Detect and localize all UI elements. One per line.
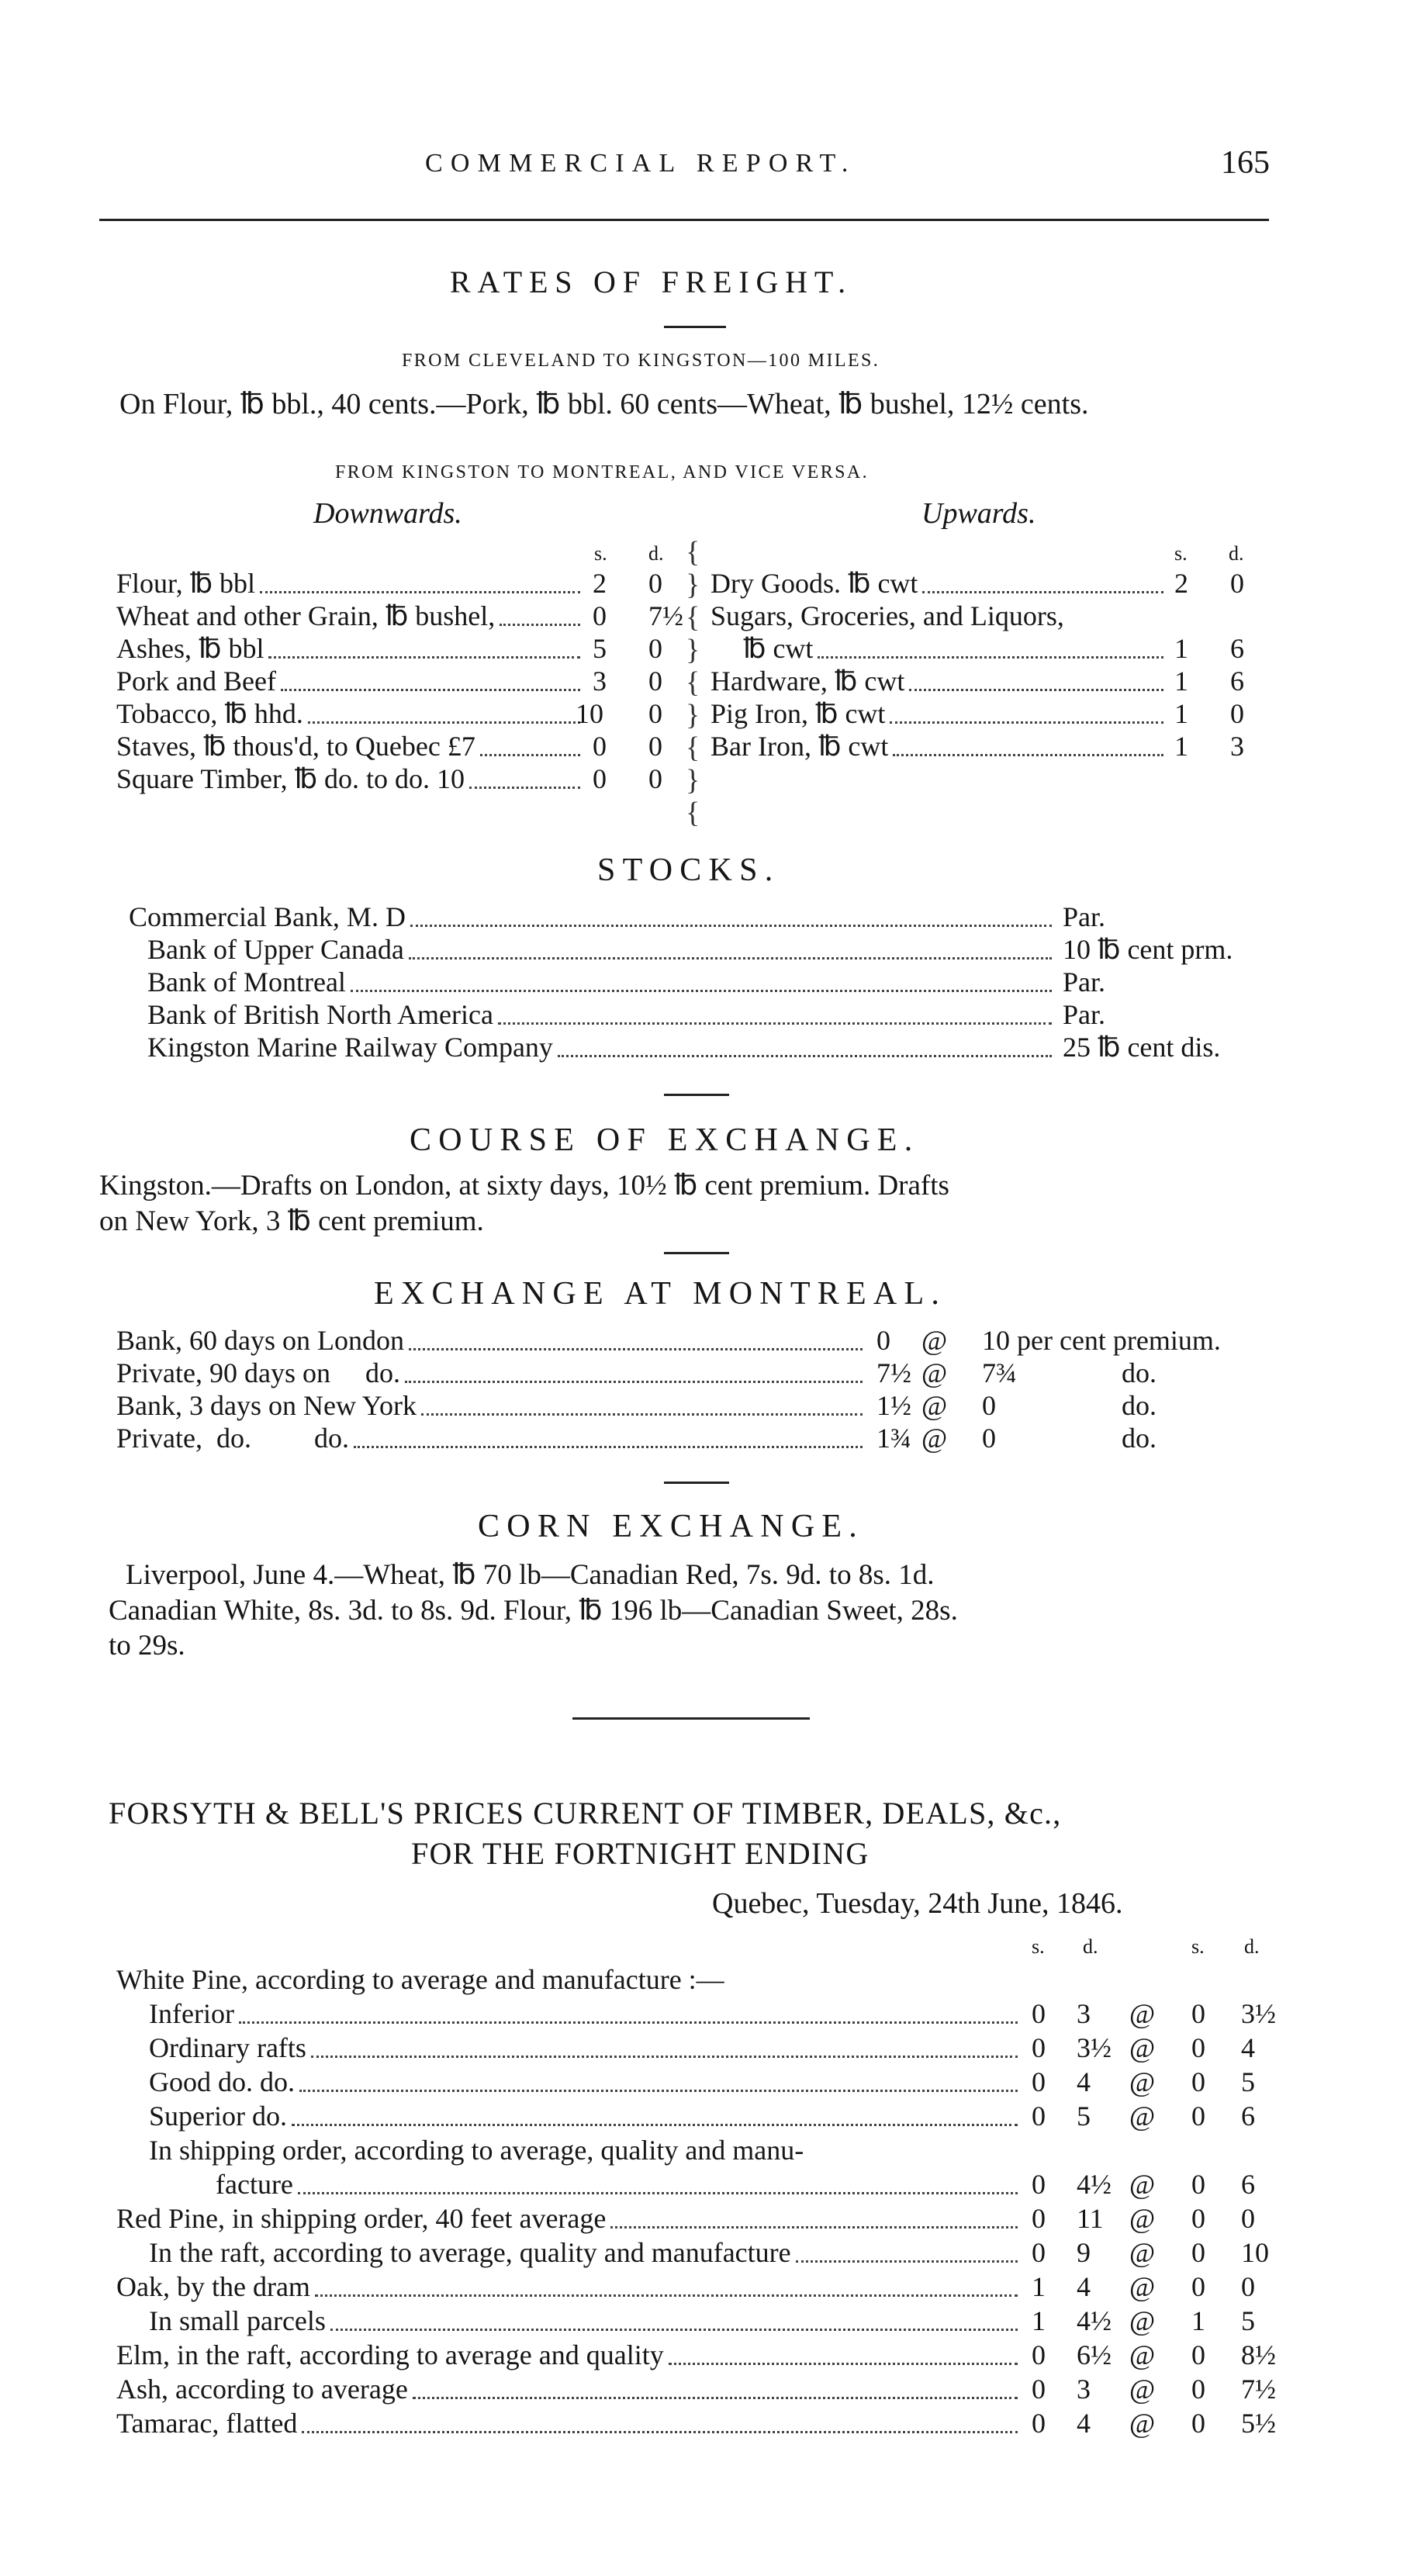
timber-at: @: [1129, 2032, 1156, 2063]
montreal-rate-c: do.: [1122, 1423, 1157, 1454]
timber-col-s1: s.: [1032, 1935, 1045, 1958]
leader-dots: [610, 2226, 1018, 2228]
timber-s2: 1: [1191, 2305, 1205, 2336]
timber-d2: 5: [1241, 2305, 1255, 2336]
freight-sub2: FROM KINGSTON TO MONTREAL, AND VICE VERSA.: [335, 462, 869, 482]
freight-up-label: Sugars, Groceries, and Liquors,: [710, 600, 1064, 631]
timber-item: White Pine, according to average and manufacture :—: [116, 1964, 724, 1995]
down-col-s: s.: [594, 542, 607, 565]
timber-s2: 0: [1191, 2203, 1205, 2234]
montreal-rate-a: 0: [876, 1325, 890, 1356]
leader-dots: [922, 591, 1163, 593]
timber-col-d2: d.: [1244, 1935, 1260, 1958]
stock-value: Par.: [1063, 999, 1106, 1030]
down-col-d: d.: [648, 542, 664, 565]
divider-brace: {: [686, 601, 700, 634]
timber-at: @: [1129, 2101, 1156, 2132]
page-number: 165: [1221, 145, 1270, 181]
timber-s1: 0: [1032, 2339, 1046, 2370]
freight-down-label: Pork and Beef: [116, 666, 276, 697]
up-col-s: s.: [1174, 542, 1188, 565]
timber-at: @: [1129, 1998, 1156, 2029]
downwards-heading: Downwards.: [313, 497, 462, 530]
timber-s2: 0: [1191, 2101, 1205, 2132]
timber-s2: 0: [1191, 2169, 1205, 2200]
montreal-rate-b: 0: [982, 1423, 996, 1454]
freight-up-d: 6: [1230, 633, 1244, 664]
freight-up-s: 1: [1174, 698, 1188, 729]
leader-dots: [351, 990, 1052, 992]
stock-name: Bank of Montreal: [147, 966, 346, 998]
montreal-rate-b: 10 per cent premium.: [982, 1325, 1221, 1356]
freight-down-d: 0: [648, 666, 662, 697]
freight-line1: On Flour, ℔ bbl., 40 cents.—Pork, ℔ bbl. 60 cents—Wheat, ℔ bushel, 12½ cents.: [119, 388, 1089, 420]
timber-d1: 11: [1077, 2203, 1104, 2234]
montreal-rate-a: 1¾: [876, 1423, 911, 1454]
freight-up-label: ℔ cwt: [743, 633, 814, 664]
timber-s1: 1: [1032, 2305, 1046, 2336]
header-rule: [99, 219, 1269, 221]
timber-s2: 0: [1191, 2032, 1205, 2063]
divider-brace: {: [686, 797, 700, 829]
leader-dots: [311, 2056, 1018, 2058]
upwards-heading: Upwards.: [921, 497, 1036, 530]
timber-s1: 0: [1032, 2203, 1046, 2234]
leader-dots: [893, 754, 1163, 756]
montreal-at: @: [921, 1390, 948, 1421]
freight-down-d: 0: [648, 698, 662, 729]
montreal-label: Bank, 3 days on New York: [116, 1390, 417, 1421]
stock-name: Bank of Upper Canada: [147, 934, 404, 965]
freight-up-d: 6: [1230, 666, 1244, 697]
timber-item: Ordinary rafts: [149, 2032, 306, 2063]
timber-item: In small parcels: [149, 2305, 326, 2336]
stock-name: Bank of British North America: [147, 999, 493, 1030]
timber-s2: 0: [1191, 2339, 1205, 2370]
leader-dots: [558, 1055, 1052, 1057]
leader-dots: [298, 2192, 1018, 2194]
timber-d1: 3: [1077, 2374, 1091, 2405]
leader-dots: [796, 2260, 1018, 2263]
corn-line2: Canadian White, 8s. 3d. to 8s. 9d. Flour, ℔ 196 lb—Canadian Sweet, 28s.: [109, 1595, 958, 1627]
timber-s1: 0: [1032, 1998, 1046, 2029]
leader-dots: [469, 787, 580, 789]
timber-s1: 0: [1032, 2066, 1046, 2097]
freight-down-label: Flour, ℔ bbl: [116, 568, 256, 599]
leader-dots: [500, 624, 580, 626]
stock-value: 10 ℔ cent prm.: [1063, 934, 1233, 965]
timber-s2: 0: [1191, 2066, 1205, 2097]
timber-at: @: [1129, 2066, 1156, 2097]
leader-dots: [354, 1446, 863, 1448]
timber-d1: 3½: [1077, 2032, 1112, 2063]
leader-dots: [818, 656, 1163, 659]
divider-brace: }: [686, 764, 700, 797]
freight-up-s: 1: [1174, 633, 1188, 664]
montreal-rate-a: 1½: [876, 1390, 911, 1421]
freight-up-s: 1: [1174, 666, 1188, 697]
timber-s1: 0: [1032, 2032, 1046, 2063]
freight-up-label: Pig Iron, ℔ cwt: [710, 698, 886, 729]
freight-up-s: 1: [1174, 731, 1188, 762]
corn-line1: Liverpool, June 4.—Wheat, ℔ 70 lb—Canadian Red, 7s. 9d. to 8s. 1d.: [126, 1559, 935, 1591]
leader-dots: [890, 721, 1163, 724]
timber-at: @: [1129, 2305, 1156, 2336]
divider-brace: {: [686, 536, 700, 569]
stocks-title: STOCKS.: [597, 852, 780, 888]
stock-name: Commercial Bank, M. D: [129, 901, 406, 932]
montreal-rate-b: 0: [982, 1390, 996, 1421]
freight-down-s: 0: [593, 731, 607, 762]
timber-item: Superior do.: [149, 2101, 287, 2132]
freight-down-s: 10: [576, 698, 603, 729]
leader-dots: [260, 591, 580, 593]
divider-brace: }: [686, 634, 700, 666]
timber-s1: 0: [1032, 2169, 1046, 2200]
timber-s1: 0: [1032, 2408, 1046, 2439]
montreal-at: @: [921, 1325, 948, 1356]
leader-dots: [268, 656, 580, 659]
leader-dots: [330, 2329, 1018, 2331]
leader-dots: [669, 2363, 1018, 2365]
freight-down-label: Ashes, ℔ bbl: [116, 633, 264, 664]
corn-title: CORN EXCHANGE.: [478, 1509, 865, 1544]
montreal-title: EXCHANGE AT MONTREAL.: [374, 1276, 947, 1312]
freight-up-d: 0: [1230, 698, 1244, 729]
timber-s1: 0: [1032, 2101, 1046, 2132]
course-rule: [664, 1252, 729, 1254]
timber-dateline: Quebec, Tuesday, 24th June, 1846.: [712, 1887, 1123, 1920]
freight-down-s: 2: [593, 568, 607, 599]
freight-sub1: FROM CLEVELAND TO KINGSTON—100 MILES.: [402, 351, 880, 371]
timber-d2: 5½: [1241, 2408, 1276, 2439]
timber-d1: 4½: [1077, 2169, 1112, 2200]
freight-down-d: 7½: [648, 600, 683, 631]
leader-dots: [498, 1022, 1052, 1025]
freight-up-label: Hardware, ℔ cwt: [710, 666, 905, 697]
timber-item: Ash, according to average: [116, 2374, 408, 2405]
timber-d1: 6½: [1077, 2339, 1112, 2370]
timber-d2: 3½: [1241, 1998, 1276, 2029]
leader-dots: [405, 1381, 863, 1383]
freight-down-s: 3: [593, 666, 607, 697]
timber-s2: 0: [1191, 2271, 1205, 2302]
timber-d2: 6: [1241, 2169, 1255, 2200]
leader-dots: [292, 2124, 1018, 2126]
leader-dots: [421, 1413, 863, 1416]
freight-down-d: 0: [648, 633, 662, 664]
stock-name: Kingston Marine Railway Company: [147, 1032, 553, 1063]
stock-value: Par.: [1063, 966, 1106, 998]
timber-d2: 8½: [1241, 2339, 1276, 2370]
section-break-rule: [572, 1717, 810, 1720]
stock-value: Par.: [1063, 901, 1106, 932]
timber-item: In shipping order, according to average, quality and manu-: [149, 2135, 804, 2166]
timber-d1: 4: [1077, 2066, 1091, 2097]
leader-dots: [308, 721, 580, 724]
montreal-label: Bank, 60 days on London: [116, 1325, 404, 1356]
divider-brace: {: [686, 731, 700, 764]
timber-d2: 7½: [1241, 2374, 1276, 2405]
timber-title-1: FORSYTH & BELL'S PRICES CURRENT OF TIMBER, DEALS, &c.,: [109, 1796, 1062, 1831]
timber-s1: 0: [1032, 2374, 1046, 2405]
timber-d2: 4: [1241, 2032, 1255, 2063]
montreal-at: @: [921, 1357, 948, 1388]
leader-dots: [480, 754, 580, 756]
timber-s2: 0: [1191, 2237, 1205, 2268]
timber-item: Red Pine, in shipping order, 40 feet average: [116, 2203, 607, 2234]
freight-down-label: Square Timber, ℔ do. to do. 10: [116, 763, 465, 794]
montreal-rate-c: do.: [1122, 1390, 1157, 1421]
freight-down-label: Wheat and other Grain, ℔ bushel,: [116, 600, 496, 631]
timber-d1: 5: [1077, 2101, 1091, 2132]
montreal-rate-a: 7½: [876, 1357, 911, 1388]
timber-d2: 0: [1241, 2271, 1255, 2302]
leader-dots: [299, 2090, 1018, 2092]
timber-at: @: [1129, 2271, 1156, 2302]
divider-brace: {: [686, 666, 700, 699]
freight-down-label: Staves, ℔ thous'd, to Quebec £7: [116, 731, 475, 762]
timber-item: Tamarac, flatted: [116, 2408, 298, 2439]
freight-up-d: 0: [1230, 568, 1244, 599]
freight-down-label: Tobacco, ℔ hhd.: [116, 698, 303, 729]
course-line1: Kingston.—Drafts on London, at sixty days, 10½ ℔ cent premium. Drafts: [99, 1170, 949, 1202]
course-title: COURSE OF EXCHANGE.: [410, 1122, 920, 1158]
timber-at: @: [1129, 2169, 1156, 2200]
freight-down-s: 0: [593, 763, 607, 794]
timber-item: Good do. do.: [149, 2066, 295, 2097]
timber-title-2: FOR THE FORTNIGHT ENDING: [411, 1836, 870, 1871]
timber-s1: 0: [1032, 2237, 1046, 2268]
timber-item: Elm, in the raft, according to average and quality: [116, 2339, 664, 2370]
freight-down-d: 0: [648, 763, 662, 794]
timber-item: Oak, by the dram: [116, 2271, 310, 2302]
course-line2: on New York, 3 ℔ cent premium.: [99, 1205, 484, 1237]
montreal-rate-b: 7¾: [982, 1357, 1017, 1388]
leader-dots: [315, 2294, 1018, 2297]
leader-dots: [281, 689, 580, 691]
timber-item: Inferior: [149, 1998, 234, 2029]
leader-dots: [909, 689, 1163, 691]
montreal-rate-c: do.: [1122, 1357, 1157, 1388]
leader-dots: [302, 2431, 1018, 2433]
timber-d2: 6: [1241, 2101, 1255, 2132]
stock-value: 25 ℔ cent dis.: [1063, 1032, 1221, 1063]
corn-line3: to 29s.: [109, 1630, 185, 1661]
leader-dots: [410, 925, 1052, 927]
freight-up-d: 3: [1230, 731, 1244, 762]
montreal-label: Private, do. do.: [116, 1423, 349, 1454]
leader-dots: [239, 2021, 1018, 2024]
timber-item: In the raft, according to average, quality and manufacture: [149, 2237, 791, 2268]
timber-d2: 5: [1241, 2066, 1255, 2097]
freight-down-s: 5: [593, 633, 607, 664]
timber-d1: 4: [1077, 2408, 1091, 2439]
freight-short-rule: [664, 326, 726, 328]
up-col-d: d.: [1229, 542, 1244, 565]
timber-s1: 1: [1032, 2271, 1046, 2302]
timber-d1: 4: [1077, 2271, 1091, 2302]
montreal-label: Private, 90 days on do.: [116, 1357, 400, 1388]
timber-col-d1: d.: [1083, 1935, 1098, 1958]
leader-dots: [413, 2397, 1018, 2399]
leader-dots: [409, 957, 1052, 960]
freight-up-s: 2: [1174, 568, 1188, 599]
freight-down-d: 0: [648, 731, 662, 762]
timber-at: @: [1129, 2374, 1156, 2405]
timber-d1: 3: [1077, 1998, 1091, 2029]
timber-col-s2: s.: [1191, 1935, 1205, 1958]
divider-brace: }: [686, 569, 700, 601]
freight-up-label: Dry Goods. ℔ cwt: [710, 568, 918, 599]
timber-at: @: [1129, 2203, 1156, 2234]
stocks-rule: [664, 1094, 729, 1096]
freight-up-label: Bar Iron, ℔ cwt: [710, 731, 889, 762]
montreal-rule: [664, 1482, 729, 1484]
timber-s2: 0: [1191, 2408, 1205, 2439]
timber-item: facture: [216, 2169, 293, 2200]
leader-dots: [409, 1348, 863, 1350]
timber-s2: 0: [1191, 1998, 1205, 2029]
montreal-at: @: [921, 1423, 948, 1454]
timber-s2: 0: [1191, 2374, 1205, 2405]
running-title: COMMERCIAL REPORT.: [425, 149, 856, 178]
timber-d1: 9: [1077, 2237, 1091, 2268]
timber-at: @: [1129, 2237, 1156, 2268]
freight-down-s: 0: [593, 600, 607, 631]
freight-title: RATES OF FREIGHT.: [450, 265, 852, 299]
timber-d1: 4½: [1077, 2305, 1112, 2336]
divider-brace: }: [686, 699, 700, 731]
timber-d2: 10: [1241, 2237, 1269, 2268]
timber-d2: 0: [1241, 2203, 1255, 2234]
freight-down-d: 0: [648, 568, 662, 599]
timber-at: @: [1129, 2339, 1156, 2370]
timber-at: @: [1129, 2408, 1156, 2439]
